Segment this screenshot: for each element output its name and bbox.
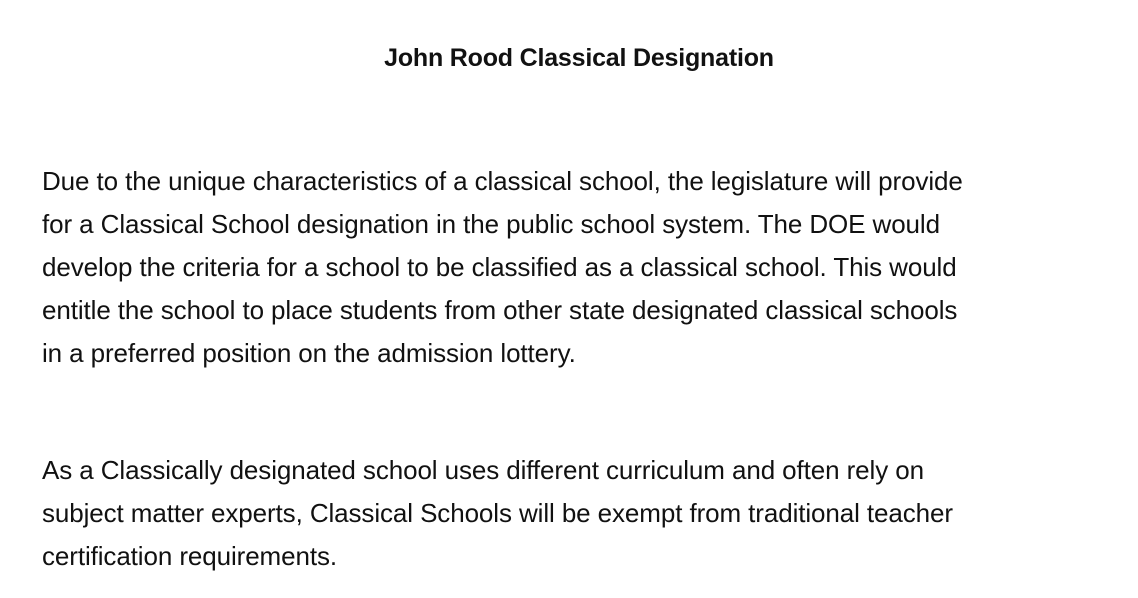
paragraph-line: in a preferred position on the admission lottery. [42,338,576,368]
paragraph-line: entitle the school to place students from other state designated classical schools [42,295,958,325]
paragraph-line: for a Classical School designation in the public school system. The DOE would [42,209,940,239]
paragraph-line: certification requirements. [42,541,337,571]
paragraph-line: Due to the unique characteristics of a classical school, the legislature will provide [42,166,963,196]
paragraph-designation [42,160,1122,375]
document-title: John Rood Classical Designation [384,44,774,72]
paragraph-line: subject matter experts, Classical Schools will be exempt from traditional teacher [42,498,953,528]
paragraph-line: develop the criteria for a school to be classified as a classical school. This would [42,252,957,282]
paragraph-certification-exemption [42,449,1122,578]
paragraph-line: As a Classically designated school uses different curriculum and often rely on [42,455,924,485]
